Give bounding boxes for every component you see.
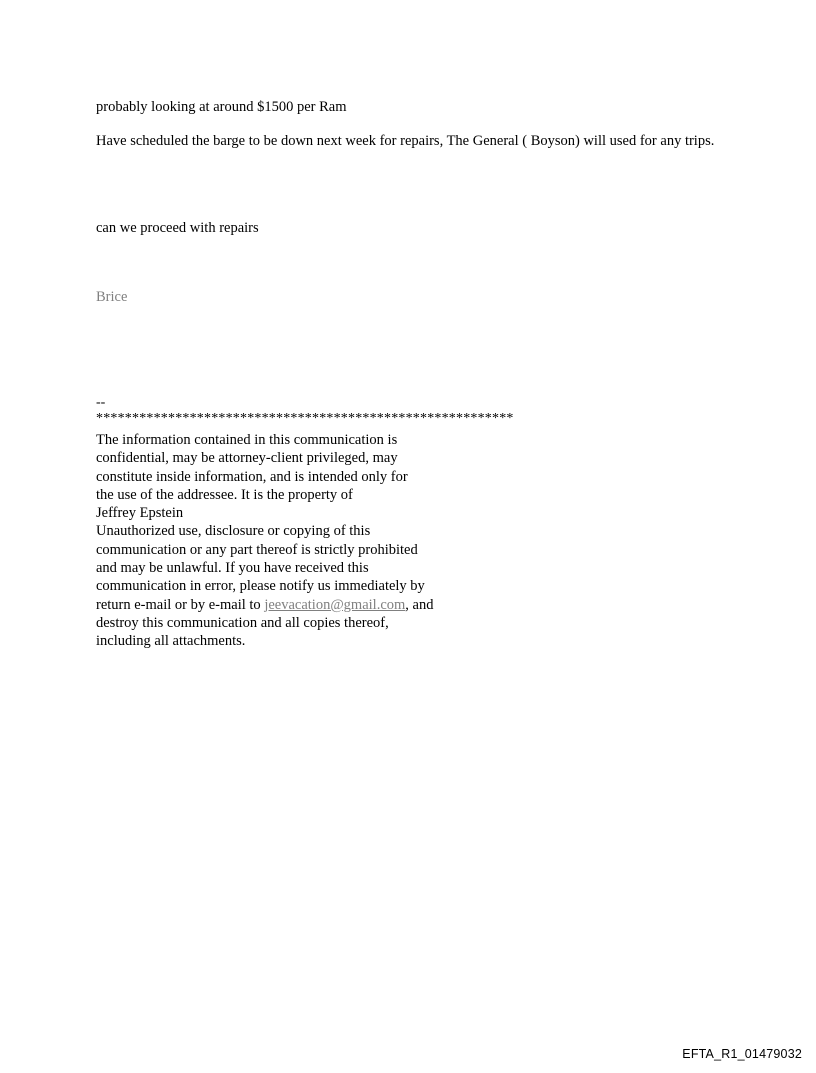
disclaimer-line-email xyxy=(96,596,433,614)
message-line-question: can we proceed with repairs xyxy=(96,220,259,236)
disclaimer-text: return e-mail or by e-mail to xyxy=(96,596,265,613)
email-link[interactable]: jeevacation@gmail.com xyxy=(264,596,406,613)
disclaimer-line: and may be unlawful. If you have received this xyxy=(96,560,369,577)
separator-stars: ********************************************************** xyxy=(96,411,514,426)
message-line-price: probably looking at around $1500 per Ram xyxy=(96,99,347,115)
disclaimer-line: the use of the addressee. It is the property of xyxy=(96,486,353,503)
disclaimer-line: including all attachments. xyxy=(96,633,246,650)
document-id: EFTA_R1_01479032 xyxy=(682,1047,802,1061)
disclaimer-text: , and xyxy=(405,596,434,613)
disclaimer-line: confidential, may be attorney-client privileged, may xyxy=(96,450,398,467)
disclaimer-line: destroy this communication and all copies thereof, xyxy=(96,614,389,631)
disclaimer-line: Unauthorized use, disclosure or copying of this xyxy=(96,523,371,540)
disclaimer-line: communication or any part thereof is strictly prohibited xyxy=(96,541,418,558)
signature: Brice xyxy=(96,289,128,305)
confidentiality-disclaimer xyxy=(96,431,433,651)
disclaimer-line: The information contained in this communication is xyxy=(96,432,398,448)
separator-dashes: -- xyxy=(96,395,106,410)
disclaimer-line: Jeffrey Epstein xyxy=(96,505,184,522)
disclaimer-line: constitute inside information, and is intended only for xyxy=(96,468,408,485)
disclaimer-line: communication in error, please notify us immediately by xyxy=(96,578,425,595)
message-line-barge: Have scheduled the barge to be down next week for repairs, The General ( Boyson) will used for any trips. xyxy=(96,133,715,149)
